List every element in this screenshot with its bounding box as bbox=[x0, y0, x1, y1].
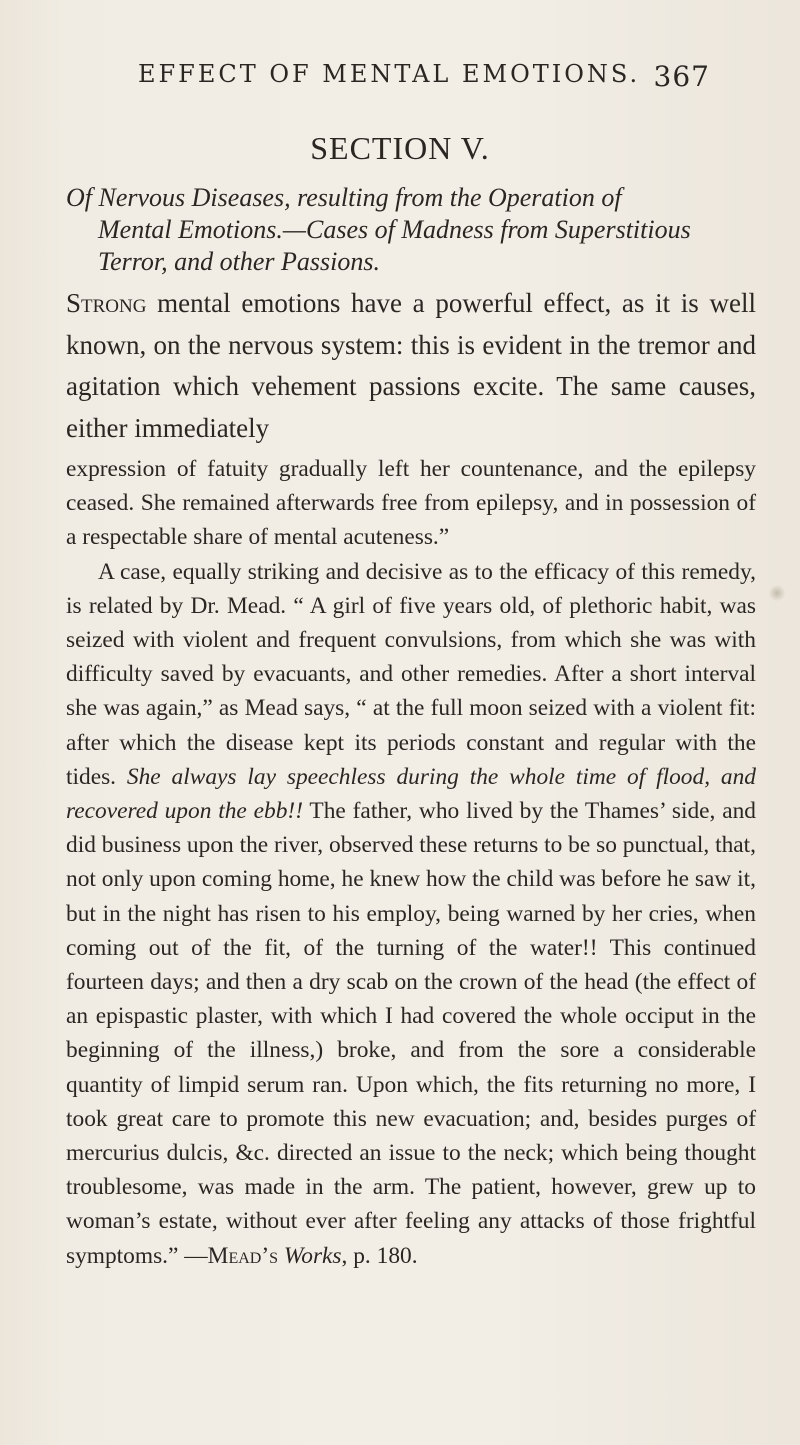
page-number: 367 bbox=[653, 60, 710, 93]
intro-text: mental emotions have a powerful effect, as it is well known, on the nervous system: this is evident in the tremor and agitation which vehement passions excite. The same causes, either immediately bbox=[66, 288, 756, 443]
subtitle-line-1: Of Nervous Diseases, resulting from the Operation of bbox=[66, 183, 622, 212]
citation-dash: — bbox=[178, 1242, 208, 1269]
intro-paragraph bbox=[66, 283, 756, 449]
section-subtitle bbox=[66, 182, 756, 278]
mead-case-italic: She always lay speechless during the whole time of flood, and recovered upon the ebb!! bbox=[66, 763, 757, 825]
mead-case-text-start: A case, equally striking and decisive as to the efficacy of this remedy, is related by Dr. Mead. “ A girl of five years old, of plethoric habit, was seized with violent and frequent convulsions, from which she was with difficulty saved by evacuants, and other remedies. After a short interval she was again,” as Mead says, “ at the full moon seized with a violent fit: after which the disease kept its periods constant and regular with the tides. bbox=[66, 558, 756, 790]
subtitle-line-3: Terror, and other Passions. bbox=[98, 247, 380, 276]
paragraph-continuation: expression of fatuity gradually left her countenance, and the epilepsy ceased. She remained afterwards free from epilepsy, and in possession of a respectable share of mental acuteness.” bbox=[66, 456, 756, 551]
citation-page: , p. 180. bbox=[341, 1242, 418, 1269]
section-heading: SECTION V. bbox=[310, 130, 490, 166]
citation-author: Mead’s bbox=[207, 1242, 279, 1269]
paragraph-mead-case bbox=[66, 555, 756, 1273]
margin-smudge bbox=[768, 585, 786, 601]
citation-works: Works bbox=[283, 1242, 342, 1269]
running-title: EFFECT OF MENTAL EMOTIONS. bbox=[138, 60, 641, 88]
subtitle-line-2: Mental Emotions.—Cases of Madness from Superstitious bbox=[98, 215, 691, 244]
intro-dropcap-word: Strong bbox=[66, 288, 147, 318]
running-head bbox=[138, 60, 710, 100]
mead-case-text-end: The father, who lived by the Thames’ side, and did business upon the river, observed these returns to be so punctual, that, not only upon coming home, he knew how the child was before he saw it, but in the night has risen to his employ, being warned by her cries, when coming out of the fit, of the turning of the water!! This continued fourteen days; and then a dry scab on the crown of the head (the effect of an epispastic plaster, with which I had covered the whole occiput in the beginning of the illness,) broke, and from the sore a considerable quantity of limpid serum ran. Upon which, the fits returning no more, I took great care to promote this new evacuation; and, besides purges of mercurius dulcis, &c. directed an issue to the neck; which being thought troublesome, was made in the arm. The patient, however, grew up to woman’s estate, without ever after feeling any attacks of those frightful symptoms.” bbox=[66, 798, 756, 1269]
body-text bbox=[66, 452, 756, 1273]
